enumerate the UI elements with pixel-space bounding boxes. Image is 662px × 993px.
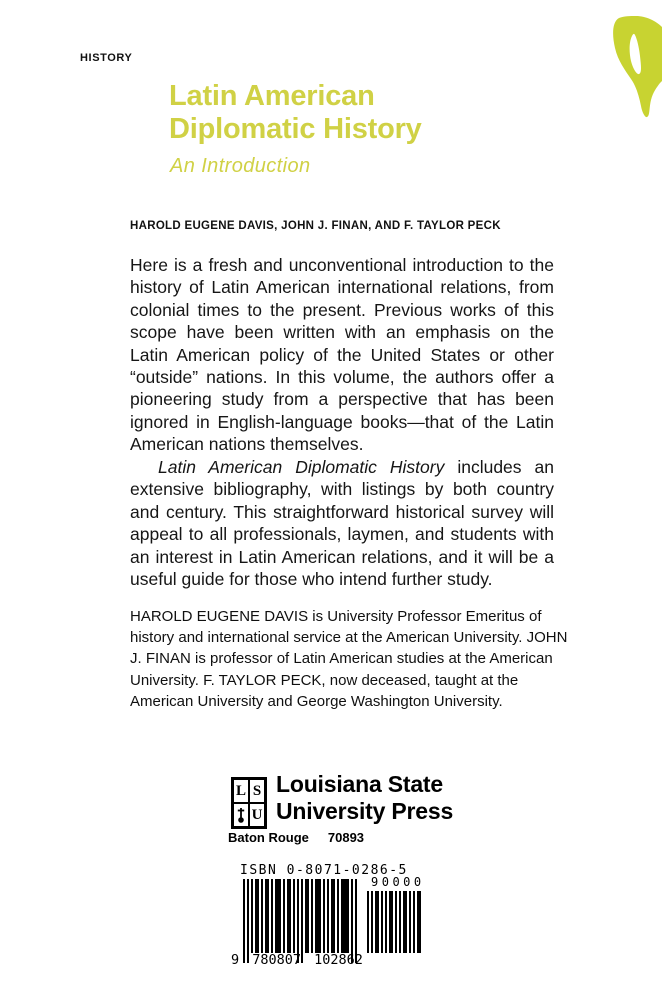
publisher-city: Baton Rouge <box>228 830 309 845</box>
price-code: 90000 <box>371 875 425 889</box>
ean-digits: 9 780807 102862 <box>231 952 363 968</box>
author-bios: HAROLD EUGENE DAVIS is University Professor Emeritus of history and international service at the American University. JOHN J. FINAN is professor of Latin American studies at the American University. F. TAYLOR PECK, now deceased, taught at the American University and George Washington University. <box>130 608 568 710</box>
authors-line: HAROLD EUGENE DAVIS, JOHN J. FINAN, AND F. TAYLOR PECK <box>130 220 501 232</box>
swoosh-decoration-icon <box>585 5 662 145</box>
book-subtitle: An Introduction <box>170 155 311 177</box>
key-icon <box>233 803 249 827</box>
book-title-line1: Latin American <box>169 80 375 112</box>
description-paragraph-1: Here is a fresh and unconventional introduction to the history of Latin American international relations, from colonial times to the present. Previous works of this scope have been written with an emphasis on the Latin American policy of the United States or other “outside” nations. In this volume, the authors offer a pioneering study from a perspective that has been ignored in English-language books—that of the Latin American nations themselves. <box>130 255 554 455</box>
logo-letter-u: U <box>249 803 265 827</box>
lsu-press-logo <box>231 777 267 829</box>
publisher-name <box>276 771 453 824</box>
logo-letter-l: L <box>233 779 249 803</box>
publisher-name-line2: University Press <box>276 797 454 824</box>
publisher-location <box>228 830 364 845</box>
description-paragraph-2-rest: includes an extensive bibliography, with listings by both country and century. This straightforward historical survey will appeal to all professionals, laymen, and students with an interest in Latin American relations, and it will be a useful guide for those who intend further study. <box>130 457 555 590</box>
book-title <box>169 80 422 146</box>
description-paragraph-2 <box>130 456 554 590</box>
book-title-line2: Diplomatic History <box>169 113 422 145</box>
book-title-inline-italic: Latin American Diplomatic History <box>158 457 445 477</box>
category-label: HISTORY <box>80 52 133 64</box>
supplemental-barcode <box>367 891 423 953</box>
logo-letter-s: S <box>249 779 265 803</box>
isbn-label: ISBN 0-8071-0286-5 <box>240 863 408 878</box>
publisher-zip: 70893 <box>327 830 365 845</box>
publisher-name-line1: Louisiana State <box>276 771 443 797</box>
